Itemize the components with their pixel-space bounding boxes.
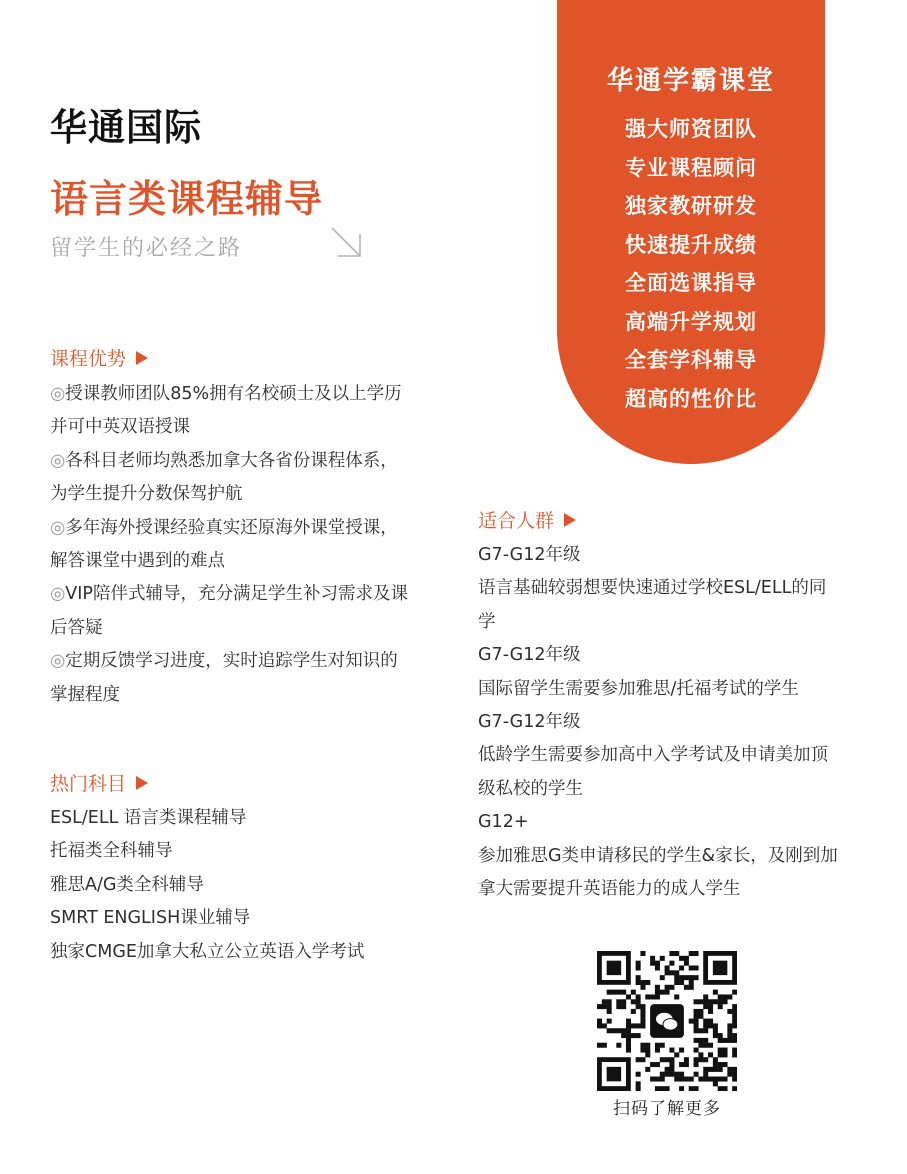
qr-caption: 扫码了解更多 [613,1099,721,1119]
triangle-right-icon [136,351,148,365]
section-title-advantages [50,344,148,371]
audience-grade: G7-G12年级 [478,712,581,733]
headline: 语言类课程辅导 [50,177,324,221]
brand-title: 华通国际 [50,106,202,149]
bullet-icon: ◎ [50,517,66,538]
banner-title: 华通学霸课堂 [606,66,775,96]
audience-desc: 参加雅思G类申请移民的学生&家长，及刚到加拿大需要提升英语能力的成人学生 [478,845,838,900]
banner-item: 高端升学规划 [625,309,757,334]
bullet-icon: ◎ [50,384,66,404]
advantages-list [50,378,410,712]
banner-item: 超高的性价比 [625,386,757,411]
section-title-subjects [50,769,148,796]
audience-grade: G7-G12年级 [478,545,581,565]
subjects-list [50,802,430,969]
list-item: SMRT ENGLISH课业辅导 [50,908,251,929]
banner-item: 专业课程顾问 [625,155,757,180]
list-item: ESL/ELL 语言类课程辅导 [50,808,247,828]
list-item: ◎VIP陪伴式辅导，充分满足学生补习需求及课后答疑 [50,584,408,638]
bullet-icon: ◎ [50,584,66,605]
audience-grade: G7-G12年级 [478,645,581,666]
banner-item: 强大师资团队 [625,117,757,141]
banner-item: 全套学科辅导 [625,348,757,372]
bullet-icon: ◎ [50,450,66,471]
section-title-text: 热门科目 [50,773,127,795]
section-title-text: 课程优势 [50,348,127,370]
list-item: ◎各科目老师均熟悉加拿大各省份课程体系，为学生提升分数保驾护航 [50,450,398,505]
banner-item: 全面选课指导 [625,271,757,295]
tagline: 留学生的必经之路 [50,236,243,261]
audience-list [478,539,838,906]
list-item: ◎多年海外授课经验真实还原海外课堂授课，解答课堂中遇到的难点 [50,517,398,572]
list-item: ◎定期反馈学习进度，实时追踪学生对知识的掌握程度 [50,651,398,705]
list-item: 托福类全科辅导 [50,841,173,862]
audience-desc: 国际留学生需要参加雅思/托福考试的学生 [478,678,799,699]
section-title-audience [478,506,576,533]
list-item: 雅思A/G类全科辅导 [50,874,204,895]
list-item: 独家CMGE加拿大私立公立英语入学考试 [50,941,365,962]
triangle-right-icon [564,513,576,527]
audience-desc: 语言基础较弱想要快速通过学校ESL/ELL的同学 [478,578,827,632]
banner-item: 独家教研研发 [625,194,757,218]
list-item: ◎授课教师团队85%拥有名校硕士及以上学历并可中英双语授课 [50,384,402,438]
banner-list [557,110,825,418]
audience-grade: G12+ [478,812,529,833]
triangle-right-icon [136,776,148,790]
qr-code[interactable] [597,951,737,1091]
arrow-down-right-icon [328,224,364,260]
bullet-icon: ◎ [50,651,66,672]
section-title-text: 适合人群 [478,510,555,532]
feature-banner [557,0,825,464]
banner-item: 快速提升成绩 [625,232,757,257]
audience-desc: 低龄学生需要参加高中入学考试及申请美加顶级私校的学生 [478,745,828,799]
